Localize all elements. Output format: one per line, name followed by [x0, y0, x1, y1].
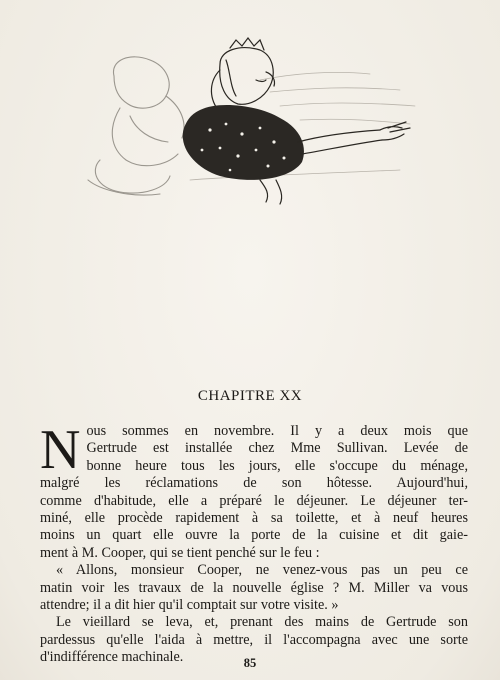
text-line: pardessus qu'elle l'aida à mettre, il l'accompagna avec une sorte: [40, 631, 468, 648]
chapter-text: [40, 419, 468, 667]
text-line: ment à M. Cooper, qui se tient penché sur le feu :: [40, 544, 320, 561]
chapter-illustration: [70, 30, 430, 215]
drop-cap: N: [40, 419, 81, 481]
text-line: malgré les réclamations de son hôtesse. Aujourd'hui,: [40, 475, 468, 492]
text-line: bonne heure tous les jours, elle s'occupe du ménage,: [86, 457, 468, 474]
page-number: 85: [243, 656, 257, 670]
text-line: miné, elle procède rapidement à sa toilette, et à neuf heures: [40, 510, 468, 527]
chapter-title: CHAPITRE XX: [197, 388, 303, 404]
text-line: d'indifférence machinale.: [40, 649, 184, 666]
text-line: « Allons, monsieur Cooper, ne venez-vous pas un peu ce: [56, 562, 468, 579]
text-line: ous sommes en novembre. Il y a deux mois que: [86, 423, 468, 439]
text-line: comme d'habitude, elle a préparé le déjeuner. Le déjeuner ter-: [40, 492, 468, 509]
text-line: Gertrude est installée chez Mme Sullivan. Levée de: [86, 440, 468, 457]
text-line: attendre; il a dit hier qu'il comptait sur votre visite. »: [40, 597, 339, 614]
text-line: Le vieillard se leva, et, prenant des mains de Gertrude son: [56, 614, 468, 631]
text-line: matin voir les travaux de la nouvelle église ? M. Miller va vous: [40, 579, 468, 596]
text-line: moins un quart elle ouvre la porte de la cuisine et dit gaie-: [40, 527, 468, 544]
